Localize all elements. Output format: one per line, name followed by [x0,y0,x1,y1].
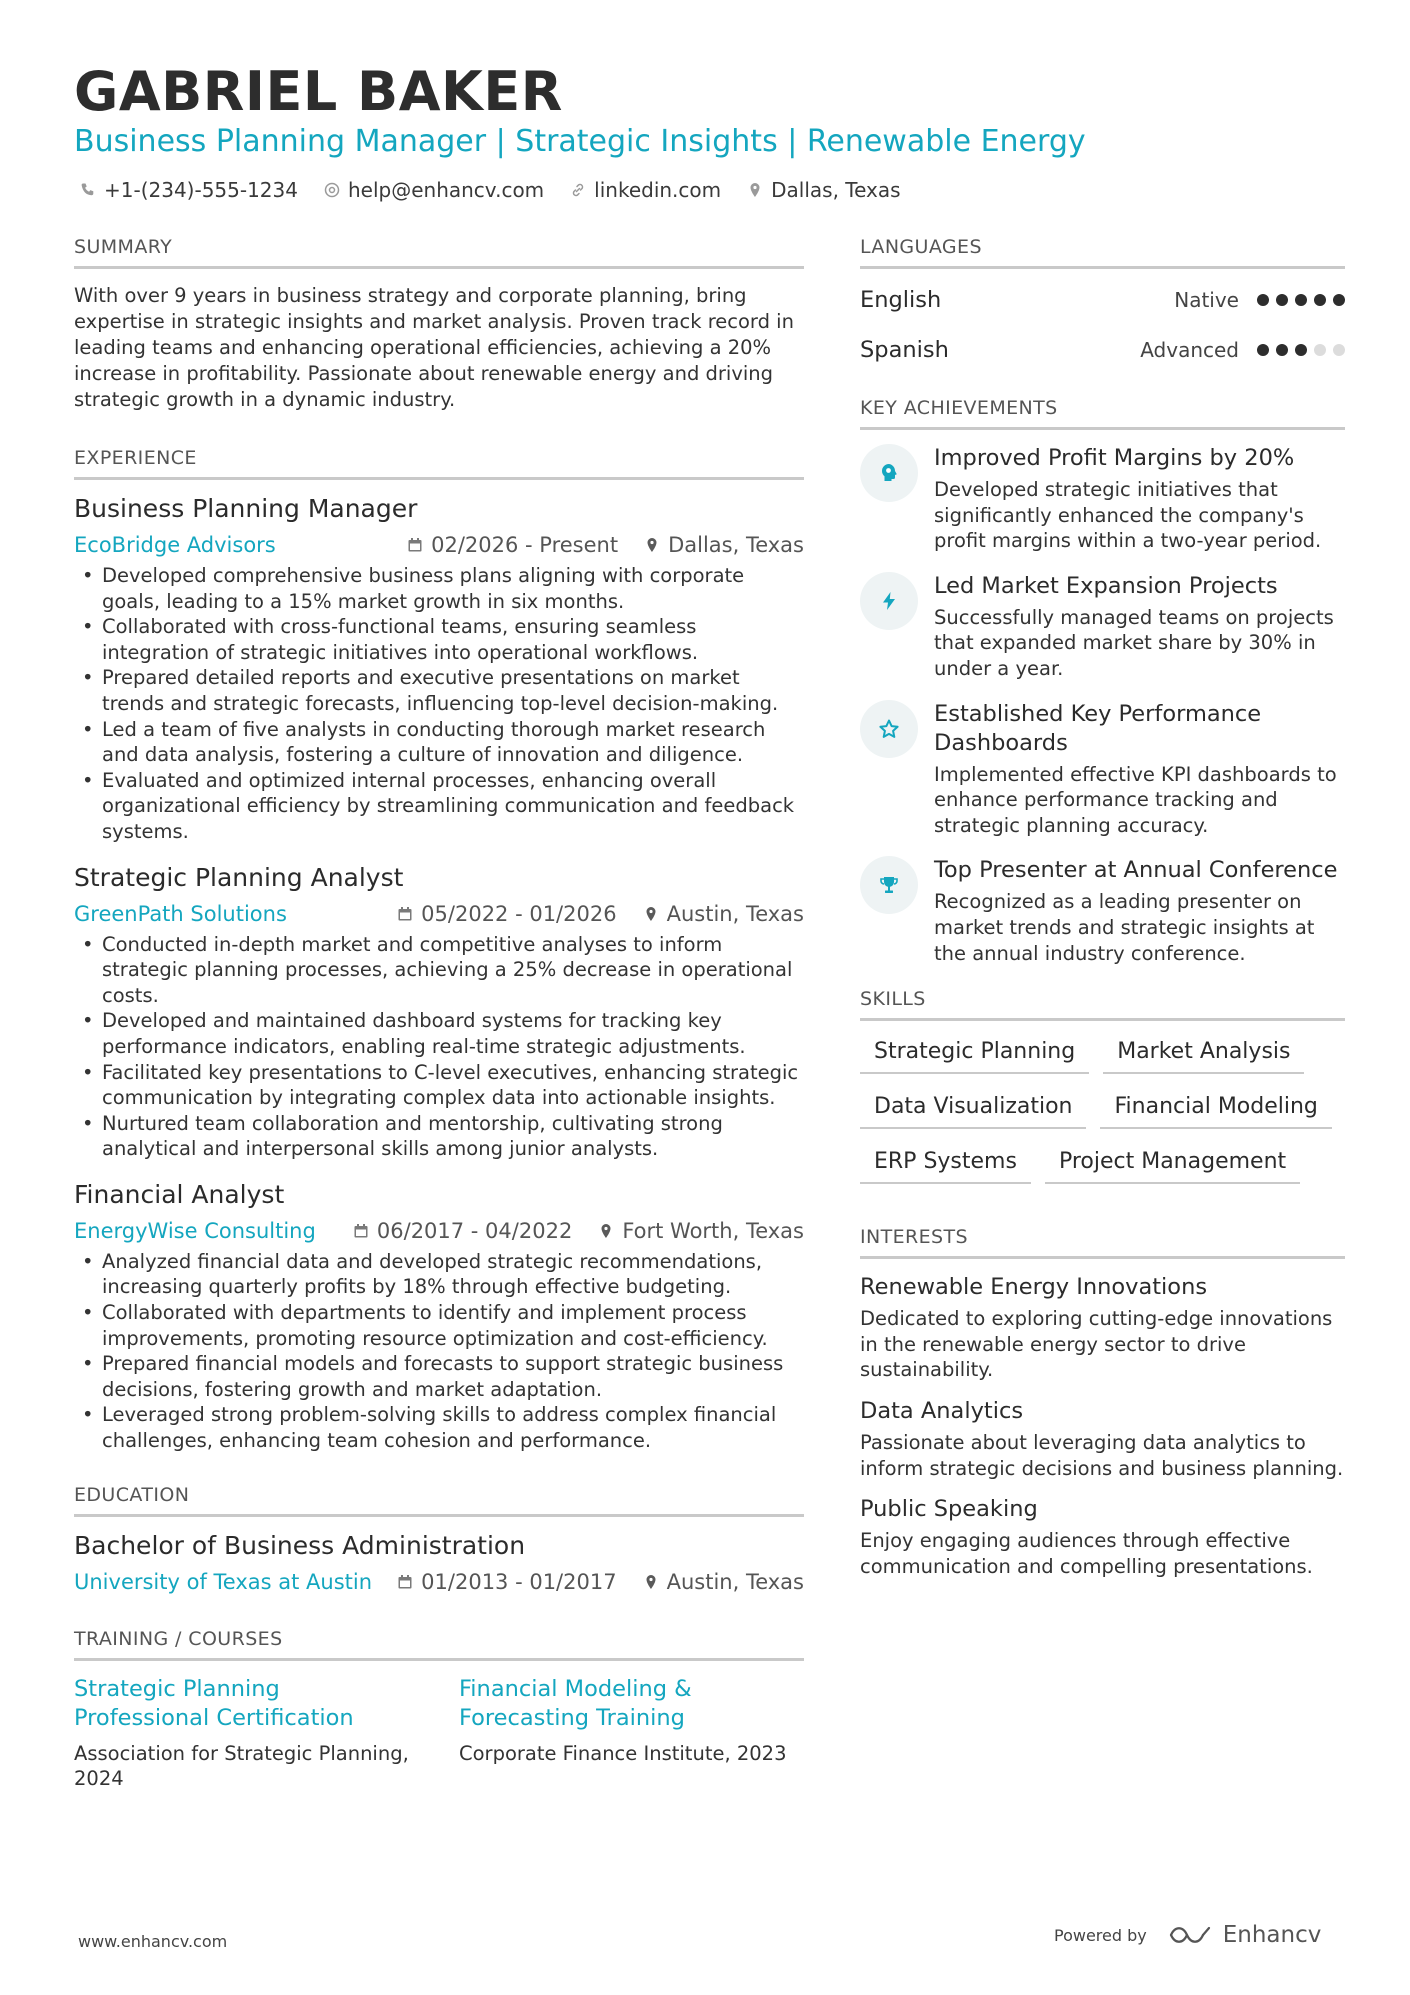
training-grid [74,1675,804,1792]
job-dates [397,902,616,926]
headline: Business Planning Manager | Strategic Insights | Renewable Energy [74,124,1086,159]
language-row [860,325,1345,375]
job-company: GreenPath Solutions [74,901,287,926]
achievement-title: Established Key Performance Dashboards [934,700,1262,756]
achievement-title: Led Market Expansion Projects [934,572,1278,599]
interest-item [860,1397,1345,1481]
achievement-body [934,700,1345,839]
contact-phone [80,178,298,202]
summary-section [74,236,804,413]
job-dates-text: 02/2026 - Present [431,533,619,557]
contact-linkedin[interactable] [570,178,721,202]
skill-tag: ERP Systems [860,1145,1031,1184]
link-icon [570,182,586,198]
interest-title: Public Speaking [860,1496,1038,1523]
job-location-text: Fort Worth, Texas [622,1218,804,1243]
bullet-item: • Led a team of five analysts in conducting thorough market research and data analysis, fostering a culture of innovation and diligence. [74,717,804,768]
powered-by-text: Powered by [1054,1925,1147,1945]
education-section [74,1484,804,1594]
location-icon [598,1223,614,1239]
bullet-item: • Facilitated key presentations to C-level executives, enhancing strategic communication by integrating complex data into actionable insights. [74,1060,804,1111]
location-icon [747,182,763,198]
enhancv-logo-icon [1167,1923,1215,1947]
phone-icon [80,182,96,198]
section-title-achievements: KEY ACHIEVEMENTS [860,397,1345,430]
bullet-item: • Prepared detailed reports and executive presentations on market trends and strategic forecasts, influencing top-level decision-making. [74,665,804,716]
job-entry [74,863,804,1162]
location-icon [643,1574,659,1590]
interest-desc: Enjoy engaging audiences through effective communication and compelling presentations. [860,1529,1313,1578]
achievement-item [860,444,1345,554]
training-title: Financial Modeling & Forecasting Training [459,1675,692,1731]
education-meta [74,1570,804,1594]
education-location [643,1570,804,1594]
job-dates [407,533,618,557]
achievement-icon-badge [860,572,918,630]
job-company: EcoBridge Advisors [74,533,276,557]
contact-bar [80,178,901,202]
languages-section [860,236,1345,375]
achievement-body [934,856,1345,966]
bullet-item: • Prepared financial models and forecasts to support strategic business decisions, fostering growth and market adaptation. [74,1351,804,1402]
section-title-experience: EXPERIENCE [74,447,804,480]
contact-email[interactable] [324,178,544,202]
skill-tag: Data Visualization [860,1090,1086,1129]
location-icon [644,537,660,553]
email-text[interactable]: help@enhancv.com [347,178,545,202]
skill-tag: Project Management [1045,1145,1300,1184]
bullet-item: • Analyzed financial data and developed strategic recommendations, increasing quarterly profits by 18% through effective budgeting. [74,1249,804,1300]
section-title-training: TRAINING / COURSES [74,1628,804,1661]
training-item [459,1675,804,1792]
rating-dot-empty [1314,344,1326,356]
job-dates-text: 06/2017 - 04/2022 [376,1218,573,1243]
job-location [643,902,804,926]
experience-section [74,447,804,1454]
interest-desc: Dedicated to exploring cutting-edge innovations in the renewable energy sector to drive sustainability. [860,1307,1333,1382]
interest-title: Renewable Energy Innovations [860,1274,1208,1301]
achievement-title: Improved Profit Margins by 20% [934,445,1295,471]
bullet-item: • Evaluated and optimized internal processes, enhancing overall organizational efficiency by streamlining communication and feedback systems. [74,768,804,845]
bullet-item: • Developed and maintained dashboard systems for tracking key performance indicators, enabling real-time strategic adjustments. [74,1008,804,1059]
job-location [598,1219,804,1243]
section-title-skills: SKILLS [860,988,1345,1021]
language-name: English [860,287,942,313]
achievement-icon-badge [860,444,918,502]
rating-dot-filled [1314,294,1326,306]
language-rating [1257,344,1345,356]
achievement-body [934,444,1345,554]
achievement-title: Top Presenter at Annual Conference [934,857,1338,884]
job-title: Business Planning Manager [74,494,418,523]
rating-dot-filled [1295,294,1307,306]
lightning-icon [878,590,900,612]
achievement-desc: Recognized as a leading presenter on market trends and strategic insights at the annual industry conference. [934,890,1315,965]
section-title-languages: LANGUAGES [860,236,1345,269]
language-level: Native [1174,288,1239,312]
training-provider: Association for Strategic Planning, 2024 [74,1741,409,1791]
skill-tag: Market Analysis [1103,1035,1304,1074]
head-bulb-icon [878,462,900,484]
job-bullets [74,563,804,845]
job-company: EnergyWise Consulting [74,1218,316,1243]
skill-tag: Strategic Planning [860,1035,1089,1074]
bullet-item: • Developed comprehensive business plans aligning with corporate goals, leading to a 15% market growth in six months. [74,563,804,614]
achievement-item [860,856,1345,966]
achievements-section [860,397,1345,966]
job-title: Strategic Planning Analyst [74,862,404,892]
bullet-item: • Collaborated with cross-functional teams, ensuring seamless integration of strategic initiatives into operational workflows. [74,614,804,665]
achievement-desc: Developed strategic initiatives that significantly enhanced the company's profit margins within a two-year period. [934,478,1322,553]
left-column [74,236,804,1792]
bullet-item: • Nurtured team collaboration and mentorship, cultivating strong analytical and interpersonal skills among junior analysts. [74,1111,804,1162]
rating-dot-filled [1333,294,1345,306]
interest-title: Data Analytics [860,1397,1024,1424]
location-text: Dallas, Texas [771,178,901,202]
achievement-icon-badge [860,700,918,758]
achievement-body [934,572,1345,682]
phone-text: +1-(234)-555-1234 [104,178,298,202]
job-title: Financial Analyst [74,1179,285,1209]
section-title-summary: SUMMARY [74,236,804,269]
job-location [644,533,804,557]
at-icon [324,182,340,198]
rating-dot-filled [1257,294,1269,306]
job-bullets [74,932,804,1162]
job-meta [74,1219,804,1243]
rating-dot-filled [1276,294,1288,306]
interests-section [860,1226,1345,1579]
enhancv-logo[interactable] [1167,1922,1322,1948]
job-entry [74,494,804,845]
bullet-item: • Leveraged strong problem-solving skills to address complex financial challenges, enhancing team cohesion and performance. [74,1402,804,1453]
footer-website[interactable]: www.enhancv.com [78,1932,228,1951]
job-bullets [74,1249,804,1454]
interest-desc: Passionate about leveraging data analytics to inform strategic decisions and business planning. [860,1430,1344,1480]
education-dates [397,1570,616,1594]
interest-item [860,1273,1345,1383]
star-icon [878,718,900,740]
training-item [74,1675,419,1792]
summary-text: With over 9 years in business strategy and corporate planning, bring expertise in strategic insights and market analysis. Proven track record in leading teams and enhancing operational efficiencies, achieving a 20% increase in profitability. Passionate about renewable energy and driving strategic growth in a dynamic industry. [74,284,794,411]
achievement-item [860,572,1345,682]
job-location-text: Dallas, Texas [668,533,804,557]
language-row [860,275,1345,325]
candidate-name: GABRIEL BAKER [74,60,563,123]
brand-name: Enhancv [1222,1922,1322,1948]
degree-title: Bachelor of Business Administration [74,1530,526,1560]
education-location-text: Austin, Texas [666,1569,804,1594]
rating-dot-empty [1333,344,1345,356]
rating-dot-filled [1257,344,1269,356]
training-provider: Corporate Finance Institute, 2023 [459,1741,787,1765]
skills-section [860,988,1345,1184]
calendar-icon [407,537,423,553]
bullet-item: • Collaborated with departments to identify and implement process improvements, promoting resource optimization and cost-efficiency. [74,1300,804,1351]
job-meta [74,533,804,557]
language-level: Advanced [1140,338,1239,362]
achievement-item [860,700,1345,839]
training-section [74,1628,804,1792]
right-column [860,236,1345,1593]
rating-dot-filled [1295,344,1307,356]
education-dates-text: 01/2013 - 01/2017 [421,1569,617,1594]
school-name: University of Texas at Austin [74,1569,373,1594]
language-name: Spanish [860,337,949,363]
rating-dot-filled [1276,344,1288,356]
job-location-text: Austin, Texas [666,901,804,926]
trophy-icon [878,874,900,896]
bullet-item: • Conducted in-depth market and competitive analyses to inform strategic planning processes, achieving a 25% decrease in operational costs. [74,932,804,1009]
training-title: Strategic Planning Professional Certification [74,1675,354,1731]
section-title-interests: INTERESTS [860,1226,1345,1259]
location-icon [643,906,659,922]
achievement-icon-badge [860,856,918,914]
section-title-education: EDUCATION [74,1484,804,1517]
calendar-icon [397,906,413,922]
calendar-icon [353,1223,369,1239]
achievement-desc: Successfully managed teams on projects that expanded market share by 30% in under a year. [934,605,1334,680]
skill-tag: Financial Modeling [1100,1090,1331,1129]
job-meta [74,902,804,926]
interest-item [860,1495,1345,1579]
linkedin-text[interactable]: linkedin.com [594,178,722,202]
job-dates [353,1219,572,1243]
job-dates-text: 05/2022 - 01/2026 [421,901,617,926]
language-rating [1257,294,1345,306]
achievement-desc: Implemented effective KPI dashboards to enhance performance tracking and strategic planning accuracy. [934,762,1337,837]
skills-list [860,1035,1345,1184]
contact-location [747,178,900,202]
footer-brand [1054,1922,1321,1948]
calendar-icon [397,1574,413,1590]
job-entry [74,1180,804,1454]
